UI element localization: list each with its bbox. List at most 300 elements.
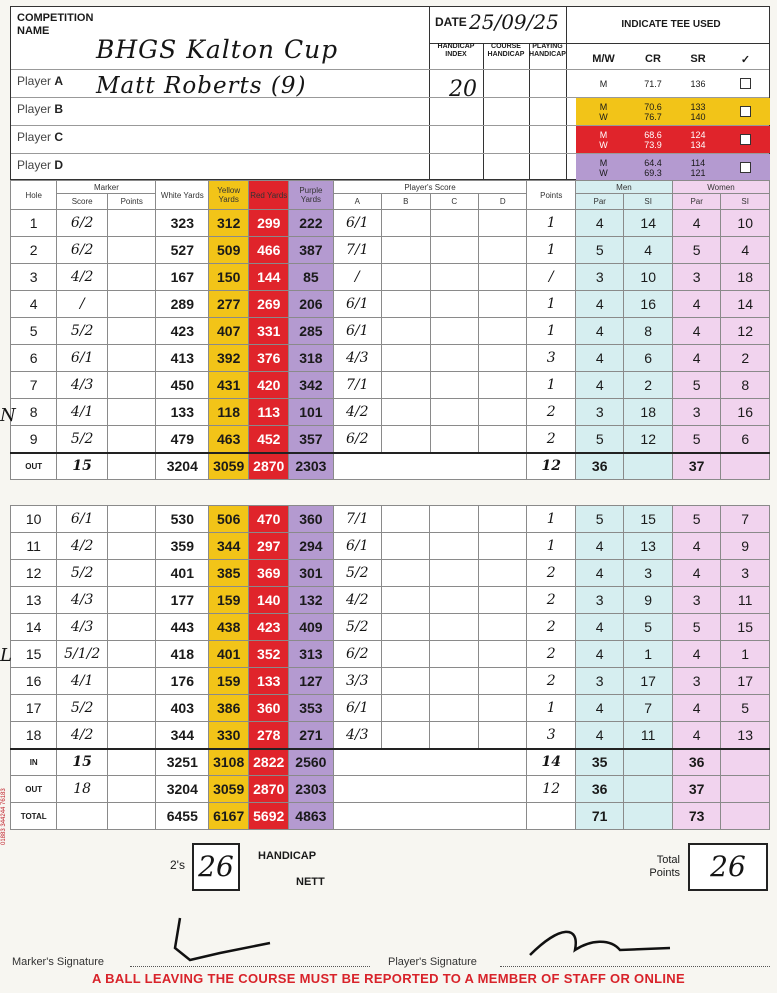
player-c-score[interactable] xyxy=(430,372,478,399)
marker-points[interactable] xyxy=(107,318,156,345)
player-b-score[interactable] xyxy=(382,506,430,533)
player-d-score[interactable] xyxy=(478,614,526,641)
player-a-score[interactable]: 7/1 xyxy=(333,506,381,533)
player-d-score[interactable] xyxy=(478,722,526,749)
summary-men-si xyxy=(624,803,672,830)
hole-points[interactable]: 1 xyxy=(527,506,575,533)
marker-points[interactable] xyxy=(107,587,155,614)
player-b-score[interactable] xyxy=(382,372,430,399)
player-b-score[interactable] xyxy=(382,210,430,237)
hole-points[interactable]: 3 xyxy=(527,722,575,749)
hole-number: 3 xyxy=(11,264,57,291)
red-yards: 360 xyxy=(249,695,289,722)
men-par: 5 xyxy=(575,506,623,533)
handicap-index-value[interactable]: 20 xyxy=(449,77,477,102)
player-d-score[interactable] xyxy=(478,210,527,237)
summary-women-par: 37 xyxy=(672,776,720,803)
summary-marker[interactable]: 18 xyxy=(57,776,108,803)
women-par: 4 xyxy=(672,345,720,372)
red-yards: 140 xyxy=(249,587,289,614)
hole-number: 11 xyxy=(11,533,57,560)
player-signature[interactable] xyxy=(520,920,680,970)
summary-red: 2870 xyxy=(249,776,289,803)
hole-row xyxy=(11,614,770,641)
summary-marker-points xyxy=(107,453,156,480)
marker-points[interactable] xyxy=(107,533,155,560)
marker-score[interactable]: 5/2 xyxy=(57,560,108,587)
player-c-score[interactable] xyxy=(430,614,478,641)
player-a-score[interactable]: 6/2 xyxy=(333,426,381,453)
summary-player-scores xyxy=(333,749,527,776)
marker-points[interactable] xyxy=(107,614,155,641)
player-a-score[interactable]: 6/1 xyxy=(333,291,381,318)
player-d-score[interactable] xyxy=(478,533,526,560)
purple-yards: 353 xyxy=(289,695,333,722)
purple-yards: 387 xyxy=(289,237,333,264)
marker-points[interactable] xyxy=(107,345,156,372)
hole-points[interactable]: 2 xyxy=(527,614,575,641)
purple-yards: 271 xyxy=(289,722,333,749)
purple-yards: 342 xyxy=(289,372,333,399)
player-a-score[interactable]: 5/2 xyxy=(333,560,381,587)
player-b-score[interactable] xyxy=(382,237,430,264)
summary-points[interactable]: 12 xyxy=(527,776,575,803)
summary-marker-points xyxy=(107,803,155,830)
col-women: Women xyxy=(672,181,769,194)
marker-score[interactable]: 4/2 xyxy=(57,722,108,749)
player-c-score[interactable] xyxy=(430,237,478,264)
marker-signature[interactable] xyxy=(160,908,290,968)
summary-marker[interactable] xyxy=(57,803,108,830)
marker-score[interactable]: 5/2 xyxy=(57,695,108,722)
women-par: 4 xyxy=(672,210,720,237)
hole-points[interactable]: 2 xyxy=(527,560,575,587)
player-a-score[interactable]: 6/1 xyxy=(333,533,381,560)
player-b-label: Player B xyxy=(17,102,64,116)
player-c-score[interactable] xyxy=(430,695,478,722)
tee-row-yellow: M W 70.6 76.7 133 140 xyxy=(576,98,770,125)
hole-points[interactable]: / xyxy=(527,264,575,291)
player-d-score[interactable] xyxy=(478,264,527,291)
summary-men-si xyxy=(624,776,672,803)
red-yards: 369 xyxy=(249,560,289,587)
white-yards: 177 xyxy=(156,587,209,614)
summary-label: OUT xyxy=(11,776,57,803)
men-par: 3 xyxy=(575,264,623,291)
white-yards: 450 xyxy=(156,372,209,399)
handicap-label: HANDICAP xyxy=(258,850,317,862)
tee-col-mw: M/W xyxy=(592,53,615,65)
summary-women-par: 73 xyxy=(672,803,720,830)
summary-marker[interactable]: 15 xyxy=(57,453,108,480)
men-par: 5 xyxy=(575,237,623,264)
hole-points[interactable]: 2 xyxy=(527,587,575,614)
player-a-score[interactable]: 6/2 xyxy=(333,641,381,668)
purple-yards: 85 xyxy=(289,264,333,291)
women-si: 12 xyxy=(721,318,770,345)
col-women-si: SI xyxy=(721,194,770,210)
women-par: 3 xyxy=(672,668,720,695)
women-si: 3 xyxy=(721,560,770,587)
marker-score[interactable]: 4/1 xyxy=(57,399,108,426)
marker-score[interactable]: 4/3 xyxy=(57,372,108,399)
player-b-score[interactable] xyxy=(382,318,430,345)
player-b-score[interactable] xyxy=(382,560,430,587)
men-par: 3 xyxy=(575,668,623,695)
women-si: 8 xyxy=(721,372,770,399)
summary-points[interactable] xyxy=(527,803,575,830)
hole-points[interactable]: 2 xyxy=(527,641,575,668)
marker-score[interactable]: 5/2 xyxy=(57,426,108,453)
player-b-score[interactable] xyxy=(382,291,430,318)
marker-points[interactable] xyxy=(107,695,155,722)
red-yards: 423 xyxy=(249,614,289,641)
col-players-score: Player's Score xyxy=(333,181,527,194)
competition-label: COMPETITION NAME xyxy=(17,12,94,37)
hole-row xyxy=(11,722,770,749)
player-d-score[interactable] xyxy=(478,399,527,426)
women-par: 4 xyxy=(672,533,720,560)
summary-men-par: 36 xyxy=(575,776,623,803)
women-si: 14 xyxy=(721,291,770,318)
women-si: 9 xyxy=(721,533,770,560)
men-si: 4 xyxy=(624,237,672,264)
hole-number: 5 xyxy=(11,318,57,345)
marker-score[interactable]: 4/3 xyxy=(57,587,108,614)
tee-checkbox-red[interactable] xyxy=(740,134,751,145)
player-c-score[interactable] xyxy=(430,426,478,453)
red-yards: 144 xyxy=(249,264,289,291)
yellow-yards: 118 xyxy=(209,399,249,426)
hole-points[interactable]: 1 xyxy=(527,695,575,722)
women-si: 5 xyxy=(721,695,770,722)
player-a-score[interactable]: 6/1 xyxy=(333,210,381,237)
women-par: 4 xyxy=(672,695,720,722)
women-par: 4 xyxy=(672,318,720,345)
hole-number: 6 xyxy=(11,345,57,372)
hole-points[interactable]: 1 xyxy=(527,210,575,237)
women-si: 4 xyxy=(721,237,770,264)
col-points: Points xyxy=(527,181,575,210)
hole-points[interactable]: 2 xyxy=(527,426,575,453)
player-d-score[interactable] xyxy=(478,587,526,614)
red-yards: 376 xyxy=(249,345,289,372)
summary-red: 2822 xyxy=(249,749,289,776)
player-c-score[interactable] xyxy=(430,641,478,668)
summary-red: 5692 xyxy=(249,803,289,830)
player-d-score[interactable] xyxy=(478,695,526,722)
yellow-yards: 407 xyxy=(209,318,249,345)
purple-yards: 360 xyxy=(289,506,333,533)
col-c: C xyxy=(430,194,478,210)
player-a-score[interactable]: / xyxy=(333,264,381,291)
men-si: 14 xyxy=(624,210,672,237)
tee-checkbox-purple[interactable] xyxy=(740,162,751,173)
hole-points[interactable]: 1 xyxy=(527,291,575,318)
hole-points[interactable]: 3 xyxy=(527,345,575,372)
player-b-score[interactable] xyxy=(382,533,430,560)
hole-points[interactable]: 1 xyxy=(527,372,575,399)
player-b-score[interactable] xyxy=(382,641,430,668)
hole-row xyxy=(11,264,770,291)
player-signature-label: Player's Signature xyxy=(388,956,477,968)
marker-points[interactable] xyxy=(107,291,156,318)
player-c-score[interactable] xyxy=(430,506,478,533)
summary-yellow: 6167 xyxy=(209,803,249,830)
women-si: 2 xyxy=(721,345,770,372)
player-d-score[interactable] xyxy=(478,318,527,345)
player-a-score[interactable]: 7/1 xyxy=(333,372,381,399)
summary-label: OUT xyxy=(11,453,57,480)
hole-row xyxy=(11,210,770,237)
red-yards: 133 xyxy=(249,668,289,695)
marker-score[interactable]: 4/2 xyxy=(57,533,108,560)
summary-player-scores xyxy=(333,776,527,803)
men-par: 4 xyxy=(575,533,623,560)
player-d-score[interactable] xyxy=(478,291,527,318)
hole-number: 4 xyxy=(11,291,57,318)
men-si: 16 xyxy=(624,291,672,318)
summary-purple: 4863 xyxy=(289,803,333,830)
player-a-score[interactable]: 6/1 xyxy=(333,695,381,722)
women-par: 4 xyxy=(672,722,720,749)
men-par: 4 xyxy=(575,695,623,722)
col-b: B xyxy=(382,194,430,210)
hole-number: 16 xyxy=(11,668,57,695)
player-b-score[interactable] xyxy=(382,587,430,614)
yellow-yards: 385 xyxy=(209,560,249,587)
player-a-score[interactable]: 4/3 xyxy=(333,345,381,372)
marker-score[interactable]: 5/2 xyxy=(57,318,108,345)
player-d-score[interactable] xyxy=(478,345,527,372)
summary-row xyxy=(11,453,770,480)
marker-score[interactable]: 4/3 xyxy=(57,614,108,641)
marker-points[interactable] xyxy=(107,668,155,695)
hole-points[interactable]: 1 xyxy=(527,237,575,264)
women-par: 3 xyxy=(672,264,720,291)
front-nine-table xyxy=(10,180,770,480)
marker-score[interactable]: 6/1 xyxy=(57,345,108,372)
men-par: 4 xyxy=(575,345,623,372)
women-si: 6 xyxy=(721,426,770,453)
player-a-score[interactable]: 6/1 xyxy=(333,318,381,345)
player-c-score[interactable] xyxy=(430,399,478,426)
yellow-yards: 277 xyxy=(209,291,249,318)
total-points-value[interactable]: 26 xyxy=(688,843,768,891)
yellow-yards: 431 xyxy=(209,372,249,399)
men-si: 15 xyxy=(624,506,672,533)
marker-points[interactable] xyxy=(107,237,156,264)
marker-score[interactable]: / xyxy=(57,291,108,318)
hole-row xyxy=(11,506,770,533)
player-b-score[interactable] xyxy=(382,668,430,695)
marker-score[interactable]: 5/1/2 xyxy=(57,641,108,668)
summary-red: 2870 xyxy=(249,453,289,480)
white-yards: 323 xyxy=(156,210,209,237)
summary-marker[interactable]: 15 xyxy=(57,749,108,776)
hole-points[interactable]: 1 xyxy=(527,533,575,560)
marker-points[interactable] xyxy=(107,399,156,426)
summary-white: 3251 xyxy=(156,749,209,776)
player-a-score[interactable]: 5/2 xyxy=(333,614,381,641)
margin-mark-hole-8: N xyxy=(0,405,16,426)
tee-row-white: M 71.7 136 xyxy=(576,70,770,97)
player-a-score[interactable]: 4/2 xyxy=(333,399,381,426)
men-si: 6 xyxy=(624,345,672,372)
men-par: 4 xyxy=(575,318,623,345)
summary-points[interactable]: 14 xyxy=(527,749,575,776)
marker-points[interactable] xyxy=(107,506,155,533)
hole-row xyxy=(11,560,770,587)
twos-label: 2's xyxy=(170,858,185,872)
white-yards: 344 xyxy=(156,722,209,749)
tee-checkbox-yellow[interactable] xyxy=(740,106,751,117)
player-a-score[interactable]: 4/2 xyxy=(333,587,381,614)
player-a-name[interactable]: Matt Roberts (9) xyxy=(96,73,307,99)
player-b-score[interactable] xyxy=(382,614,430,641)
tee-row-purple: M W 64.4 69.3 114 121 xyxy=(576,154,770,181)
summary-row xyxy=(11,803,770,830)
player-a-score[interactable]: 4/3 xyxy=(333,722,381,749)
player-c-score[interactable] xyxy=(430,210,478,237)
player-d-score[interactable] xyxy=(478,426,527,453)
col-men: Men xyxy=(575,181,672,194)
col-marker-score: Score xyxy=(57,194,108,210)
white-yards: 403 xyxy=(156,695,209,722)
marker-score[interactable]: 4/2 xyxy=(57,264,108,291)
col-red: Red Yards xyxy=(249,181,289,210)
men-par: 5 xyxy=(575,426,623,453)
marker-score[interactable]: 6/1 xyxy=(57,506,108,533)
player-c-score[interactable] xyxy=(430,318,478,345)
women-par: 5 xyxy=(672,614,720,641)
scorecard-header xyxy=(10,6,770,180)
player-b-score[interactable] xyxy=(382,722,430,749)
tee-col-cr: CR xyxy=(645,53,661,65)
player-d-label: Player D xyxy=(17,158,64,172)
nett-label: NETT xyxy=(296,876,325,888)
player-d-score[interactable] xyxy=(478,372,527,399)
player-b-score[interactable] xyxy=(382,426,430,453)
white-yards: 530 xyxy=(156,506,209,533)
men-par: 4 xyxy=(575,210,623,237)
competition-name[interactable]: BHGS Kalton Cup xyxy=(96,35,339,64)
player-c-score[interactable] xyxy=(430,533,478,560)
men-par: 4 xyxy=(575,372,623,399)
player-b-score[interactable] xyxy=(382,264,430,291)
white-yards: 413 xyxy=(156,345,209,372)
marker-points[interactable] xyxy=(107,560,155,587)
marker-points[interactable] xyxy=(107,722,155,749)
col-d: D xyxy=(478,194,527,210)
yellow-yards: 159 xyxy=(209,668,249,695)
hole-points[interactable]: 2 xyxy=(527,668,575,695)
marker-points[interactable] xyxy=(107,426,156,453)
men-par: 4 xyxy=(575,722,623,749)
men-si: 12 xyxy=(624,426,672,453)
hole-points[interactable]: 2 xyxy=(527,399,575,426)
red-yards: 113 xyxy=(249,399,289,426)
red-yards: 470 xyxy=(249,506,289,533)
hole-row xyxy=(11,291,770,318)
player-c-score[interactable] xyxy=(430,264,478,291)
player-c-score[interactable] xyxy=(430,291,478,318)
yellow-yards: 506 xyxy=(209,506,249,533)
hole-points[interactable]: 1 xyxy=(527,318,575,345)
marker-points[interactable] xyxy=(107,210,156,237)
player-b-score[interactable] xyxy=(382,345,430,372)
men-si: 2 xyxy=(624,372,672,399)
player-c-score[interactable] xyxy=(430,722,478,749)
marker-points[interactable] xyxy=(107,264,156,291)
total-points-label: Total Points xyxy=(649,854,680,879)
summary-player-scores xyxy=(333,453,527,480)
player-b-score[interactable] xyxy=(382,695,430,722)
summary-women-par: 36 xyxy=(672,749,720,776)
yellow-yards: 330 xyxy=(209,722,249,749)
women-si: 1 xyxy=(721,641,770,668)
date-value[interactable]: 25/09/25 xyxy=(469,10,559,34)
player-d-score[interactable] xyxy=(478,668,526,695)
yellow-yards: 312 xyxy=(209,210,249,237)
summary-purple: 2303 xyxy=(289,453,333,480)
player-c-score[interactable] xyxy=(430,668,478,695)
men-par: 4 xyxy=(575,291,623,318)
col-marker: Marker xyxy=(57,181,156,194)
summary-men-si xyxy=(624,453,672,480)
women-par: 5 xyxy=(672,372,720,399)
player-d-score[interactable] xyxy=(478,237,527,264)
hole-row xyxy=(11,399,770,426)
women-par: 5 xyxy=(672,426,720,453)
summary-points[interactable]: 12 xyxy=(527,453,575,480)
hole-number: 14 xyxy=(11,614,57,641)
summary-row xyxy=(11,776,770,803)
hole-number: 18 xyxy=(11,722,57,749)
player-d-score[interactable] xyxy=(478,560,526,587)
summary-purple: 2303 xyxy=(289,776,333,803)
women-si: 10 xyxy=(721,210,770,237)
hole-row xyxy=(11,533,770,560)
player-d-score[interactable] xyxy=(478,641,526,668)
marker-points[interactable] xyxy=(107,641,155,668)
hole-row xyxy=(11,237,770,264)
marker-score[interactable]: 6/2 xyxy=(57,210,108,237)
white-yards: 133 xyxy=(156,399,209,426)
red-yards: 278 xyxy=(249,722,289,749)
player-a-score[interactable]: 7/1 xyxy=(333,237,381,264)
twos-value[interactable]: 26 xyxy=(192,843,240,891)
player-c-score[interactable] xyxy=(430,345,478,372)
margin-mark-hole-15: L xyxy=(0,645,12,666)
men-si: 5 xyxy=(624,614,672,641)
hole-row xyxy=(11,695,770,722)
player-d-score[interactable] xyxy=(478,506,526,533)
yellow-yards: 344 xyxy=(209,533,249,560)
player-c-score[interactable] xyxy=(430,560,478,587)
purple-yards: 285 xyxy=(289,318,333,345)
player-b-score[interactable] xyxy=(382,399,430,426)
marker-score[interactable]: 4/1 xyxy=(57,668,108,695)
marker-points[interactable] xyxy=(107,372,156,399)
marker-score[interactable]: 6/2 xyxy=(57,237,108,264)
col-marker-points: Points xyxy=(107,194,156,210)
marker-signature-label: Marker's Signature xyxy=(12,956,104,968)
white-yards: 479 xyxy=(156,426,209,453)
player-a-score[interactable]: 3/3 xyxy=(333,668,381,695)
player-c-score[interactable] xyxy=(430,587,478,614)
tee-checkbox-white[interactable] xyxy=(740,78,751,89)
